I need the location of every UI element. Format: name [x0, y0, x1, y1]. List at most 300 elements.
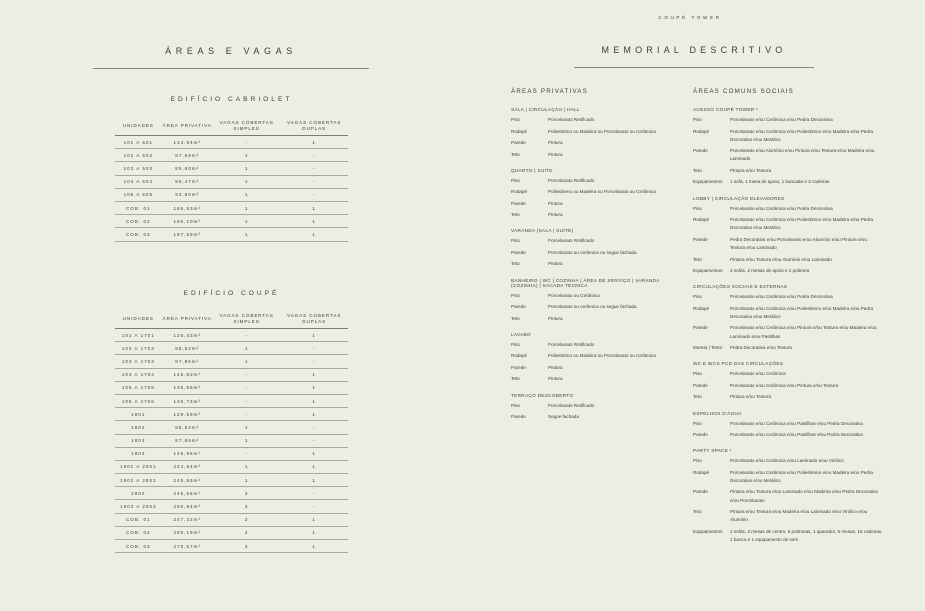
table-header-row: [115, 117, 348, 136]
table-cell: 1: [280, 201, 348, 214]
spec-key: Rodapé: [693, 217, 710, 223]
spec-key: Rodapé: [511, 189, 528, 195]
table-cell: 3: [213, 487, 281, 500]
spec-key: Teto: [511, 151, 520, 157]
table-cell: 1: [213, 460, 281, 473]
table-cell: 1: [213, 342, 281, 355]
spec-key: Parede: [511, 414, 526, 420]
spec-row: [693, 488, 883, 504]
table-cell: -: [213, 329, 281, 342]
spec-row: [511, 375, 681, 383]
column-header: VAGAS COBERTAS DUPLAS: [280, 117, 348, 136]
memorial-title: MEMORIAL DESCRITIVO: [601, 45, 787, 55]
spec-key: Piso: [693, 371, 702, 377]
spec-value: Poliestireno ou Madeira ou Porcelanato ou Cerâmica: [548, 353, 656, 359]
spec-block-title: TERRAÇO DESCOBERTO: [511, 392, 574, 398]
table-row: [115, 215, 348, 228]
spec-row: [693, 256, 883, 264]
table-cell: 87,86m²: [162, 355, 213, 368]
comuns-column: [693, 88, 883, 553]
spec-key: Piso: [511, 402, 520, 408]
areas-vagas-title: ÁREAS E VAGAS: [165, 46, 297, 56]
table-cell: 2: [213, 513, 281, 526]
spec-value: Porcelanato e/ou Cerâmica e/ou Pastilhas e/ou Pedra Decorativa: [730, 420, 863, 426]
spec-row: [693, 116, 883, 124]
spec-row: [511, 151, 681, 159]
table-row: [115, 513, 348, 526]
table-cell: 1: [280, 408, 348, 421]
table-cell: 87,86m²: [162, 434, 213, 447]
spec-key: Piso: [693, 294, 702, 300]
table-cell: 1802: [115, 421, 162, 434]
spec-row: [511, 188, 681, 196]
spec-value: 2 sofás, 3 mesas de centro, 5 poltronas, 1 aparador, 5 mesas, 16 cadeiras, 1 banco e 1 equipamento de som: [730, 528, 883, 543]
table-row: [115, 368, 348, 381]
spec-block-title: PARTY SPACE ¹: [693, 448, 732, 454]
table-row: [115, 228, 348, 241]
table-cell: COB. 02: [115, 215, 162, 228]
table-cell: 245,56m²: [162, 474, 213, 487]
table-cell: 1803: [115, 434, 162, 447]
spec-block-title: LOBBY | CIRCULAÇÃO ELEVADORES: [693, 195, 785, 201]
spec-value: Poliestireno ou Madeira ou Porcelanato ou Cerâmica: [548, 189, 656, 195]
spec-key: Piso: [511, 117, 520, 122]
table-cell: 105 A 505: [115, 188, 162, 201]
spec-row: [693, 457, 883, 465]
spec-row: [511, 237, 681, 245]
table-cell: 1: [213, 175, 281, 188]
table-cell: 1: [213, 162, 281, 175]
spec-block-title: VARANDA (SALA | SUÍTE): [511, 228, 574, 234]
spec-value: Poliestireno ou Madeira ou Porcelanato ou Cerâmica: [548, 128, 656, 134]
spec-block: [511, 278, 681, 323]
table-cell: -: [280, 342, 348, 355]
spec-block: [693, 361, 883, 401]
table-cell: 1: [280, 540, 348, 553]
table-row: [115, 526, 348, 539]
spec-key: Parede: [693, 236, 708, 242]
spec-row: [693, 420, 883, 428]
spec-row: [693, 344, 883, 352]
table-row: [115, 175, 348, 188]
table-cell: 1801: [115, 408, 162, 421]
table-cell: 2: [213, 526, 281, 539]
spec-value: Pintura: [548, 140, 563, 145]
privativas-heading: ÁREAS PRIVATIVAS: [511, 88, 588, 95]
comuns-heading: ÁREAS COMUNS SOCIAIS: [693, 88, 795, 95]
table-cell: 146,95m²: [162, 447, 213, 460]
table-cell: 145,82m²: [162, 368, 213, 381]
spec-key: Rodapé: [511, 128, 528, 134]
table-cell: -: [280, 487, 348, 500]
table-row: [115, 149, 348, 162]
table-cell: 1: [213, 421, 281, 434]
table-cell: 260,19m²: [162, 526, 213, 539]
spec-key: Teto: [511, 212, 520, 218]
table-cell: -: [280, 434, 348, 447]
table-cell: 106 A 1706: [115, 394, 162, 407]
spec-block: [511, 332, 681, 384]
spec-key: Teto: [511, 315, 520, 321]
table-cell: 247,22m²: [162, 513, 213, 526]
table-cell: 1: [213, 434, 281, 447]
spec-key: Parede: [511, 200, 526, 206]
table-cell: 102 A 1702: [115, 342, 162, 355]
table-cell: 3: [213, 540, 281, 553]
spec-row: [693, 370, 883, 378]
cabriolet-title: EDIFÍCIO CABRIOLET: [170, 96, 293, 103]
spec-key: Teto: [693, 167, 702, 173]
spec-value: Porcelanato ou Cerâmica: [548, 292, 600, 298]
table-cell: 134,94m²: [162, 136, 213, 149]
table-cell: 260,94m²: [162, 500, 213, 513]
spec-block: [693, 107, 883, 187]
spec-key: Equipamentos: [693, 268, 723, 274]
spec-value: Pintura: [548, 200, 563, 206]
spec-row: [693, 382, 883, 390]
spec-block: [511, 168, 681, 220]
spec-row: [693, 293, 883, 301]
spec-value: Porcelanato e/ou Cerâmica e/ou Pedra Decorativa: [730, 117, 833, 122]
table-cell: 186,10m²: [162, 215, 213, 228]
table-cell: 104 A 1704: [115, 368, 162, 381]
table-row: [115, 381, 348, 394]
spec-key: Equipamentos: [693, 179, 723, 185]
table-cell: 1: [280, 447, 348, 460]
table-cell: -: [280, 500, 348, 513]
spec-value: Porcelanato ou cerâmica ou segue fachada: [548, 304, 637, 310]
spec-value: Porcelanato e/ou Cerâmica e/ou Pastilhas e/ou Pedra Decorativa: [730, 432, 863, 438]
spec-key: Piso: [693, 420, 702, 426]
table-row: [115, 408, 348, 421]
table-row: [115, 421, 348, 434]
table-cell: 1: [280, 329, 348, 342]
spec-value: Pintura: [548, 151, 563, 157]
table-cell: 275,57m²: [162, 540, 213, 553]
brand-label: COUPÉ TOWER: [658, 15, 722, 20]
spec-block: [693, 284, 883, 352]
spec-value: Pedra Decorativa e/ou Textura: [730, 345, 792, 351]
spec-row: [693, 393, 883, 401]
spec-row: [511, 128, 681, 136]
table-row: [115, 447, 348, 460]
spec-key: Piso: [511, 177, 520, 183]
table-cell: COB. 01: [115, 201, 162, 214]
spec-key: Parede: [693, 432, 708, 438]
spec-value: Pedra Decorativa e/ou Porcelanato e/ou Alumínio e/ou Pintura e/ou Textura e/ou Laminado: [730, 236, 867, 251]
spec-row: [693, 236, 883, 252]
spec-value: Pintura: [548, 212, 563, 218]
spec-block: [693, 196, 883, 276]
table-cell: 1: [280, 474, 348, 487]
spec-value: Pintura e/ou Textura e/ou Madeira e/ou Laminado e/ou Vinílico e/ou Alumínio: [730, 509, 868, 523]
table-cell: 245,56m²: [162, 487, 213, 500]
spec-value: Pintura e/ou Textura: [730, 167, 772, 173]
table-cell: 126,43m²: [162, 329, 213, 342]
spec-key: Rodapé: [693, 128, 710, 134]
table-header-row: [115, 310, 348, 329]
table-row: [115, 162, 348, 175]
column-header: VAGAS COBERTAS DUPLAS: [280, 310, 348, 329]
table-cell: 1902 A 2802: [115, 474, 162, 487]
spec-row: [693, 431, 883, 439]
spec-block: [511, 228, 681, 268]
table-cell: 1: [213, 215, 281, 228]
spec-row: [693, 178, 883, 186]
spec-block-title: LAVABO: [511, 331, 531, 337]
spec-block-title: BANHEIRO | WC | COZINHA | ÁREA DE SERVIÇO | VARANDA (COZINHA) | SACADA TÉCNICA: [511, 277, 660, 288]
spec-value: Porcelanato Retificado: [548, 117, 595, 122]
spec-value: Pintura: [548, 364, 563, 370]
spec-value: Porcelanato Retificado: [548, 177, 595, 183]
table-cell: 136,58m²: [162, 381, 213, 394]
coupe-table: [115, 310, 348, 553]
table-cell: COB. 03: [115, 228, 162, 241]
spec-key: Teto: [511, 261, 520, 267]
table-cell: -: [280, 175, 348, 188]
table-cell: 1804: [115, 447, 162, 460]
spec-block: [511, 393, 681, 422]
spec-value: 1 sofá, 1 mesa de apoio, 1 bancada e 3 cadeiras: [730, 179, 830, 185]
table-cell: 1: [280, 215, 348, 228]
table-cell: 1: [280, 460, 348, 473]
table-row: [115, 201, 348, 214]
spec-row: [511, 211, 681, 219]
spec-row: [511, 315, 681, 323]
spec-value: Porcelanato e/ou Cerâmica e/ou Poliestireno e/ou Madeira e/ou Pedra Decorativa e/ou Metálico: [730, 217, 874, 231]
table-row: [115, 474, 348, 487]
spec-block-title: ACESSO COUPÉ TOWER ¹: [693, 107, 758, 112]
spec-key: Rodapé: [693, 305, 710, 311]
spec-block-title: ESPELHOS D'ÁGUA: [693, 410, 742, 416]
spec-value: Pintura: [548, 376, 563, 382]
spec-key: Rodapé: [511, 353, 528, 359]
table-cell: 1: [213, 201, 281, 214]
spec-key: Piso: [693, 205, 702, 211]
spec-value: Porcelanato e/ou Cerâmica e/ou Poliestireno e/ou Madeira e/ou Pedra Decorativa e/ou Metálico: [730, 128, 874, 142]
spec-key: Parede: [693, 325, 708, 331]
table-row: [115, 355, 348, 368]
spec-key: Parede: [511, 140, 526, 145]
table-cell: -: [213, 381, 281, 394]
table-cell: 136,72m²: [162, 394, 213, 407]
spec-row: [511, 303, 681, 311]
table-cell: COB. 01: [115, 513, 162, 526]
spec-block-title: WC E WCS PCD DAS CIRCULAÇÕES: [693, 361, 784, 367]
spec-value: Porcelanato e/ou Cerâmica e/ou Pedra Decorativa: [730, 205, 833, 211]
memorial-divider: [574, 67, 814, 68]
table-cell: 3: [213, 500, 281, 513]
table-cell: COB. 02: [115, 526, 162, 539]
table-row: [115, 342, 348, 355]
table-cell: 1: [213, 149, 281, 162]
spec-key: Mureta | Tento: [693, 345, 723, 351]
table-cell: 85,90m²: [162, 162, 213, 175]
spec-key: Equipamentos: [693, 528, 723, 534]
spec-value: Pintura e/ou Textura e/ou Laminado e/ou Madeira e/ou Pedra Decorativa e/ou Porcelanato: [730, 489, 878, 503]
spec-row: [693, 205, 883, 213]
column-header: UNIDADES: [115, 310, 162, 329]
table-cell: 224,64m²: [162, 460, 213, 473]
spec-value: Porcelanato e/ou Cerâmica e/ou Laminado e/ou Vinílico: [730, 458, 844, 464]
spec-row: [511, 139, 681, 147]
table-cell: -: [280, 188, 348, 201]
table-cell: -: [213, 394, 281, 407]
spec-row: [693, 324, 883, 340]
table-cell: 103 A 1703: [115, 355, 162, 368]
spec-row: [693, 147, 883, 163]
spec-value: Porcelanato Retificado: [548, 238, 595, 244]
table-cell: 104 A 504: [115, 175, 162, 188]
table-cell: 187,59m²: [162, 228, 213, 241]
spec-block: [693, 448, 883, 544]
spec-row: [693, 128, 883, 144]
table-cell: 1: [213, 355, 281, 368]
table-cell: 101 A 1701: [115, 329, 162, 342]
column-header: VAGAS COBERTAS SIMPLES: [213, 117, 281, 136]
table-row: [115, 487, 348, 500]
table-cell: -: [280, 162, 348, 175]
table-cell: 105 A 1705: [115, 381, 162, 394]
spec-row: [693, 216, 883, 232]
table-cell: -: [213, 368, 281, 381]
spec-value: Pintura e/ou Textura e/ou Alumínio e/ou Laminado: [730, 256, 832, 262]
spec-row: [511, 352, 681, 360]
spec-block: [511, 107, 681, 159]
spec-value: Porcelanato e/ou Cerâmica e/ou Pintura e/ou Textura e/ou Madeira e/ou Laminado e/ou Pastilhas: [730, 325, 877, 339]
cabriolet-table: [115, 117, 348, 242]
spec-block-title: QUARTO | SUÍTE: [511, 167, 553, 173]
spec-value: 2 sofás, 2 mesas de apoio e 1 poltrona: [730, 268, 810, 274]
table-cell: 1: [213, 228, 281, 241]
spec-key: Parede: [511, 304, 526, 310]
table-cell: 1: [213, 474, 281, 487]
spec-key: Parede: [693, 148, 708, 154]
column-header: ÁREA PRIVATIVA: [162, 310, 213, 329]
spec-row: [511, 249, 681, 257]
spec-row: [693, 508, 883, 524]
spec-block-title: SALA | CIRCULAÇÃO | HALL: [511, 107, 581, 112]
table-row: [115, 500, 348, 513]
table-cell: 185,53m²: [162, 201, 213, 214]
spec-row: [693, 305, 883, 321]
spec-row: [511, 260, 681, 268]
spec-value: Porcelanato e/ou Cerâmica e/ou Poliestireno e/ou Madeira e/ou Pedra Decorativa e/ou Metálico: [730, 469, 874, 483]
spec-row: [693, 167, 883, 175]
spec-key: Parede: [693, 489, 708, 495]
table-row: [115, 136, 348, 149]
spec-row: [511, 177, 681, 185]
spec-value: Porcelanato e/ou Cerâmica e/ou Pedra Decorativa: [730, 294, 833, 300]
spec-key: Piso: [511, 341, 520, 347]
spec-key: Piso: [511, 292, 520, 298]
spec-row: [511, 364, 681, 372]
table-cell: 1: [280, 513, 348, 526]
coupe-title: EDIFÍCIO COUPÉ: [183, 290, 280, 297]
spec-key: Piso: [511, 238, 520, 244]
spec-value: Porcelanato Retificado: [548, 341, 595, 347]
spec-row: [511, 341, 681, 349]
spec-key: Piso: [693, 458, 702, 464]
spec-row: [511, 200, 681, 208]
spec-block: [693, 411, 883, 440]
table-cell: 93,80m²: [162, 188, 213, 201]
table-cell: 102 A 502: [115, 149, 162, 162]
spec-row: [511, 292, 681, 300]
spec-row: [511, 413, 681, 421]
table-cell: 1: [280, 381, 348, 394]
spec-value: Pintura: [548, 261, 563, 267]
spec-key: Teto: [693, 394, 702, 400]
spec-value: Porcelanato e/ou Cerâmica e/ou Pintura e/ou Textura: [730, 382, 839, 388]
spec-value: Porcelanato Retificado: [548, 402, 595, 408]
table-cell: 88,52m²: [162, 342, 213, 355]
spec-value: Pintura: [548, 315, 563, 321]
spec-key: Rodapé: [693, 469, 710, 475]
table-cell: 1: [280, 368, 348, 381]
table-cell: -: [213, 136, 281, 149]
table-row: [115, 329, 348, 342]
table-cell: 129,58m²: [162, 408, 213, 421]
spec-key: Parede: [511, 249, 526, 255]
table-cell: 85,47m²: [162, 175, 213, 188]
table-cell: 101 A 501: [115, 136, 162, 149]
spec-value: Pintura e/ou Textura: [730, 394, 772, 400]
spec-key: Parede: [511, 364, 526, 370]
table-cell: 87,69m²: [162, 149, 213, 162]
spec-row: [511, 402, 681, 410]
spec-row: [693, 469, 883, 485]
column-header: ÁREA PRIVATIVA: [162, 117, 213, 136]
spec-value: Porcelanato e/ou Cerâmica e/ou Poliestireno e/ou Madeira e/ou Pedra Decorativa e/ou Metálico: [730, 305, 874, 319]
table-row: [115, 540, 348, 553]
table-cell: 1: [280, 526, 348, 539]
spec-key: Teto: [511, 376, 520, 382]
table-cell: -: [280, 421, 348, 434]
column-header: VAGAS COBERTAS SIMPLES: [213, 310, 281, 329]
table-cell: -: [280, 355, 348, 368]
table-cell: 1901 A 2901: [115, 460, 162, 473]
spec-value: Porcelanato e/ou Alumínio e/ou Pintura e/ou Textura e/ou Madeira e/ou Laminado: [730, 148, 875, 162]
table-cell: 1: [280, 136, 348, 149]
table-row: [115, 394, 348, 407]
spec-block-title: CIRCULAÇÕES SOCIAIS E EXTERNAS: [693, 284, 788, 290]
spec-key: Piso: [693, 117, 702, 122]
spec-value: Segue fachada: [548, 414, 579, 420]
spec-row: [511, 116, 681, 124]
spec-value: Porcelanato e/ou Cerâmica: [730, 371, 786, 377]
table-cell: 103 A 503: [115, 162, 162, 175]
spec-row: [693, 267, 883, 275]
table-cell: 1903 A 2903: [115, 500, 162, 513]
table-cell: 1: [213, 188, 281, 201]
privativas-column: [511, 88, 681, 430]
table-cell: COB. 03: [115, 540, 162, 553]
table-row: [115, 188, 348, 201]
table-cell: 88,52m²: [162, 421, 213, 434]
title-divider: [93, 68, 369, 69]
table-cell: 2902: [115, 487, 162, 500]
table-cell: -: [213, 408, 281, 421]
table-cell: 1: [280, 394, 348, 407]
table-row: [115, 434, 348, 447]
spec-key: Parede: [693, 382, 708, 388]
table-cell: 1: [280, 228, 348, 241]
spec-key: Teto: [693, 509, 702, 515]
table-cell: -: [280, 149, 348, 162]
spec-row: [693, 528, 883, 544]
spec-value: Porcelanato ou cerâmica ou segue fachada: [548, 249, 637, 255]
